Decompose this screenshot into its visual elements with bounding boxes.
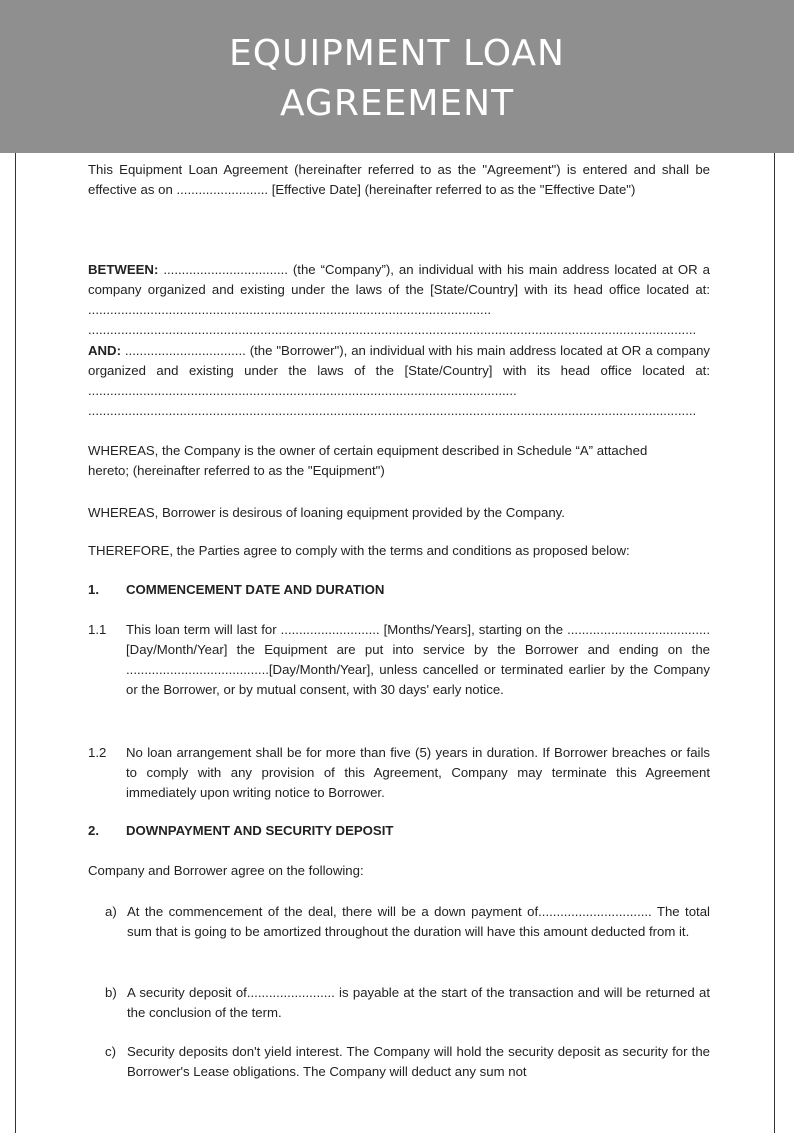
section-1-heading: 1. COMMENCEMENT DATE AND DURATION	[88, 582, 385, 597]
and-label: AND:	[88, 343, 121, 358]
intro-paragraph: This Equipment Loan Agreement (hereinafter referred to as the "Agreement") is entered and shall be effective as on ......................... [Effective Date] (hereinafter referred to as the "Effective Date")	[88, 162, 710, 197]
whereas-borrower: WHEREAS, Borrower is desirous of loaning equipment provided by the Company.	[88, 505, 565, 520]
and-party	[88, 341, 710, 421]
title-banner	[0, 0, 794, 153]
item-c: c) Security deposits don't yield interest. The Company will hold the security deposit as security for the Borrower's Lease obligations. The Company will deduct any sum not	[105, 1044, 710, 1079]
whereas-owner: WHEREAS, the Company is the owner of certain equipment described in Schedule “A” attached hereto; (hereinafter referred to as the "Equipment")	[88, 443, 648, 478]
between-party	[88, 260, 710, 340]
section-2-lead: Company and Borrower agree on the following:	[88, 863, 364, 878]
and-text: ................................. (the "Borrower"), an individual with his main address located at OR a company organized and existing under the laws of the [State/Country] with its head office located at: .....................................................................................................................	[88, 343, 710, 398]
between-address-line: ......................................................................................................................................................................	[88, 322, 697, 337]
document-title: EQUIPMENT LOAN AGREEMENT	[229, 33, 565, 124]
item-a: a) At the commencement of the deal, there will be a down payment of............................... The total sum that is going to be amortized throughout the duration will have this amount deducted from it.	[105, 904, 710, 939]
section-2-heading: 2. DOWNPAYMENT AND SECURITY DEPOSIT	[88, 823, 394, 838]
and-address-line: ......................................................................................................................................................................	[88, 403, 697, 418]
between-label: BETWEEN:	[88, 262, 159, 277]
therefore-clause: THEREFORE, the Parties agree to comply with the terms and conditions as proposed below:	[88, 543, 630, 558]
item-b: b) A security deposit of........................ is payable at the start of the transaction and will be returned at the conclusion of the term.	[105, 985, 710, 1020]
clause-1-2: 1.2 No loan arrangement shall be for more than five (5) years in duration. If Borrower breaches or fails to comply with any provision of this Agreement, Company may terminate this Agreement immediately upon writing notice to Borrower.	[88, 745, 710, 800]
clause-1-1: 1.1 This loan term will last for ........................... [Months/Years], starting on the .......................................[Day/Month/Year] the Equipment are put into service by the Borrower and ending on the .......................................[Day/Month/Year], unless cancelled or terminated earlier by the Company or the Borrower, or by mutual consent, with 30 days' early notice.	[88, 622, 710, 697]
between-text: .................................. (the “Company”), an individual with his main address located at OR a company organized and existing under the laws of the [State/Country] with its head office located at: ..............................................................................................................	[88, 262, 710, 317]
